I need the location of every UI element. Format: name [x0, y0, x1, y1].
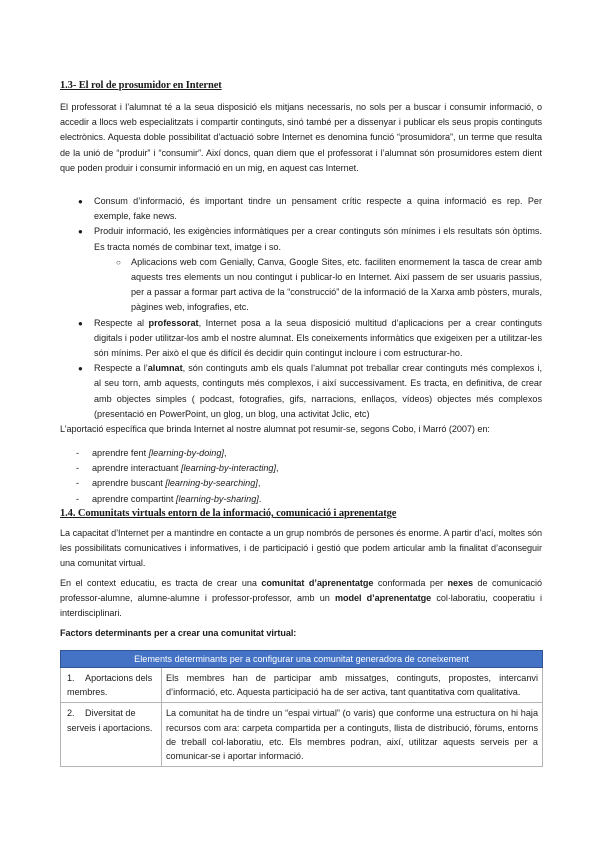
bullet-icon: ● — [78, 318, 83, 328]
list-item: ● Produir informació, les exigències informàtiques per a crear continguts són mínimes i els resultats són òptims. Es tracta només de combinar text, imatge i so. ○ Aplicacions web com Genially, Canva, Google Sites, etc. faciliten enormement la tasca de crear amb aquests tres elements un nou contingut i publicar-lo en Internet. Així passem de ser usuaris passius, per a passar a formar part activa de la “construcció” de la informació de la Xarxa amb pòsters, murals, pàgines web, infografies, etc. — [60, 224, 542, 315]
sub-list — [94, 255, 542, 316]
intro-paragraph: El professorat i l’alumnat té a la seua disposició els mitjans necessaris, no sols per a buscar i consumir informació, o accedir a llocs web especialitzats i compartir continguts, sinó també per a dissenyar i publicar els seus propis continguts electrònics. Aquesta doble possibilitat d’actuació sobre Internet es denomina funció “prosumidora”, un terme que resulta de la unió de “produir” i “consumir”. Així doncs, quan diem que el professorat i l’alumnat són prosumidores estem dient que poden produir i consumir informació en un mig, en aquest cas Internet. — [60, 102, 542, 173]
capacity-paragraph: La capacitat d’Internet per a mantindre en contacte a un grup nombrós de persones és enorme. A partir d’ací, moltes són les possibilitats comunicatives i informatives, i de participació i gestió que podem articular amb la finalitat d’aconseguir una comunitat virtual. — [60, 528, 542, 569]
factors-title: Factors determinants per a crear una comunitat virtual: — [60, 628, 297, 638]
learning-list — [60, 446, 542, 507]
list-item: ● Respecte a l’alumnat, són continguts amb els quals l’alumnat pot treballar crear continguts més complexos i, al seu torn, amb aquests, continguts més complexos, i així successivament. Es tracta, en definitiva, de crear amb objectes simples ( podcast, fotografies, gifs, narracions, enllaços, vídeos) objectes més complexos (presentació en PowerPoint, un glog, un blog, una activitat Jclic, etc) — [78, 363, 543, 419]
bullet-icon: ● — [78, 227, 83, 237]
list-item: - aprendre fent [learning-by-doing], — [76, 448, 227, 458]
prosumer-bullet-list — [60, 194, 542, 422]
table-row — [61, 703, 543, 767]
section-heading-communities: 1.4. Comunitats virtuals entorn de la informació, comunicació i aprenentatge — [60, 508, 397, 519]
factors-table — [60, 650, 543, 767]
contribution-paragraph: L’aportació específica que brinda Internet al nostre alumnat pot resumir-se, segons Cobo, i Marró (2007) en: — [60, 424, 490, 434]
table-cell-factor: 2. Diversitat de serveis i aportacions. — [61, 703, 162, 767]
list-item: - aprendre compartint [learning-by-sharing]. — [76, 493, 262, 504]
list-item: - aprendre buscant [learning-by-searching], — [76, 478, 261, 489]
list-item: ● Respecte al professorat, Internet posa a la seua disposició multitud d’aplicacions per a crear continguts digitals i poder utilitzar-los amb el nostre alumnat. Els coneixements informàtics que exigeixen per a utilitzar-les són mínims. Per això el que és difícil és decidir quin contingut incloure i com estructurar-ho. — [78, 317, 542, 359]
list-item: ● Consum d’informació, és important tindre un pensament crític respecte a quina informació es rep. Per exemple, fake news. — [78, 196, 542, 222]
bullet-icon: ● — [78, 364, 83, 374]
list-item: - aprendre interactuant [learning-by-interacting], — [76, 463, 279, 474]
table-row — [61, 668, 543, 703]
context-paragraph: En el context educatiu, es tracta de crear una comunitat d’aprenentatge conformada per nexes de comunicació professor-alumne, alumne-alumne i professor-professor, amb un model d’aprenentatge col·laboratiu, cooperatiu i interdisciplinari. — [60, 578, 543, 619]
table-cell-factor: 1. Aportacions dels membres. — [61, 668, 162, 703]
circle-bullet-icon: ○ — [116, 257, 121, 267]
sub-list-item: ○ Aplicacions web com Genially, Canva, Google Sites, etc. faciliten enormement la tasca de crear amb aquests tres elements un nou contingut i publicar-lo en Internet. Així passem de ser usuaris passius, per a passar a formar part activa de la “construcció” de la informació de la Xarxa amb pòsters, murals, pàgines web, infografies, etc. — [116, 256, 542, 313]
table-cell-description: La comunitat ha de tindre un “espai virtual” (o varis) que conforme una estructura on hi haja recursos com ara: carpeta compartida per a continguts, llista de distribució, fòrums, entorns de treball col·laboratiu, etc. Els membres podran, així, utilitzar aquests serveis per a comunicar-se i aportar informació. — [162, 703, 543, 767]
table-header-row — [61, 651, 543, 668]
table-header: Elements determinants per a configurar una comunitat generadora de coneixement — [61, 651, 543, 668]
section-heading-prosumer: 1.3- El rol de prosumidor en Internet — [60, 80, 222, 91]
table-cell-description: Els membres han de participar amb missatges, continguts, propostes, intercanvi d’informació, etc. Aquesta participació ha de ser activa, tant quantitativa com qualitativa. — [162, 668, 543, 703]
bullet-icon: ● — [78, 197, 83, 206]
